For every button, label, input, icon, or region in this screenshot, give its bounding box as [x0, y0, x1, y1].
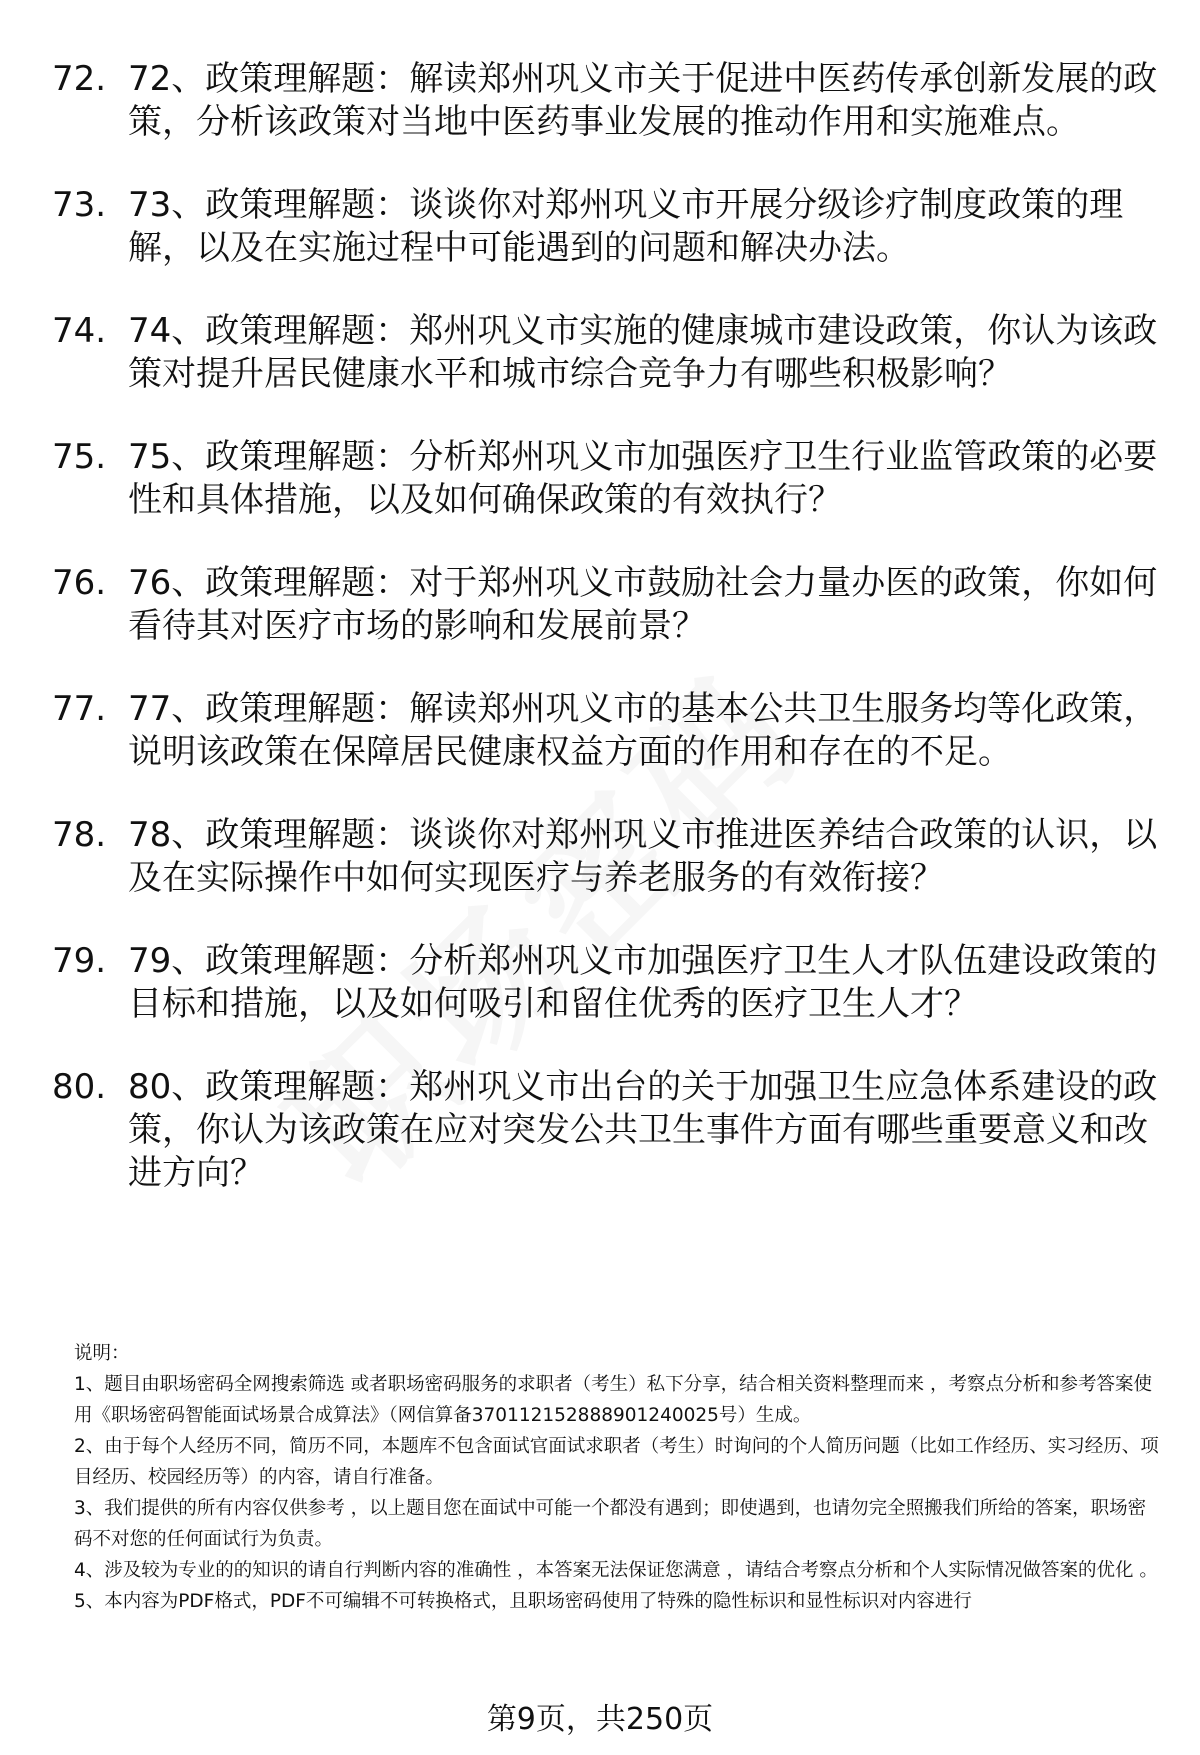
question-text: 76、政策理解题：对于郑州巩义市鼓励社会力量办医的政策，你如何看待其对医疗市场的影响和发展前景？ — [128, 563, 1158, 646]
question-text: 72、政策理解题：解读郑州巩义市关于促进中医药传承创新发展的政策，分析该政策对当地中医药事业发展的推动作用和实施难点。 — [128, 59, 1158, 142]
question-item — [52, 1066, 1162, 1195]
notes-title: 说明： — [74, 1343, 130, 1364]
question-item — [52, 814, 1162, 900]
note-item: 3、我们提供的所有内容仅供参考 ，以上题目您在面试中可能一个都没有遇到；即使遇到，也请勿完全照搬我们所给的答案，职场密码不对您的任何面试行为负责。 — [74, 1498, 1147, 1550]
notes-section — [74, 1338, 1164, 1617]
note-item: 2、由于每个人经历不同，简历不同，本题库不包含面试官面试求职者（考生）时询问的个人简历问题（比如工作经历、实习经历、项目经历、校园经历等）的内容，请自行准备。 — [74, 1436, 1159, 1488]
question-number: 74. — [52, 311, 107, 351]
question-number: 76. — [52, 563, 107, 603]
question-number: 80. — [52, 1067, 107, 1107]
question-item — [52, 688, 1162, 774]
question-item — [52, 436, 1162, 522]
question-item — [52, 940, 1162, 1026]
question-number: 73. — [52, 185, 107, 225]
question-item — [52, 562, 1162, 648]
question-number: 79. — [52, 941, 107, 981]
question-item — [52, 310, 1162, 396]
note-item: 4、涉及较为专业的的知识的请自行判断内容的准确性 ，本答案无法保证您满意 ，请结合考察点分析和个人实际情况做答案的优化 。 — [74, 1560, 1158, 1581]
question-text: 77、政策理解题：解读郑州巩义市的基本公共卫生服务均等化政策，说明该政策在保障居民健康权益方面的作用和存在的不足。 — [128, 689, 1158, 772]
question-text: 75、政策理解题：分析郑州巩义市加强医疗卫生行业监管政策的必要性和具体措施，以及如何确保政策的有效执行？ — [128, 437, 1158, 520]
note-item: 1、题目由职场密码全网搜索筛选 或者职场密码服务的求职者（考生）私下分享，结合相关资料整理而来 ，考察点分析和参考答案使用《职场密码智能面试场景合成算法》（网信算备370112152888901240025号）生成。 — [74, 1374, 1153, 1426]
question-number: 77. — [52, 689, 107, 729]
question-text: 73、政策理解题：谈谈你对郑州巩义市开展分级诊疗制度政策的理解，以及在实施过程中可能遇到的问题和解决办法。 — [128, 185, 1124, 268]
question-number: 78. — [52, 815, 107, 855]
question-number: 75. — [52, 437, 107, 477]
question-text: 79、政策理解题：分析郑州巩义市加强医疗卫生人才队伍建设政策的目标和措施，以及如何吸引和留住优秀的医疗卫生人才？ — [128, 941, 1158, 1024]
question-text: 78、政策理解题：谈谈你对郑州巩义市推进医养结合政策的认识，以及在实际操作中如何实现医疗与养老服务的有效衔接？ — [128, 815, 1158, 898]
question-list — [52, 58, 1162, 1235]
question-number: 72. — [52, 59, 107, 99]
question-text: 74、政策理解题：郑州巩义市实施的健康城市建设政策，你认为该政策对提升居民健康水平和城市综合竞争力有哪些积极影响？ — [128, 311, 1158, 394]
question-text: 80、政策理解题：郑州巩义市出台的关于加强卫生应急体系建设的政策，你认为该政策在应对突发公共卫生事件方面有哪些重要意义和改进方向？ — [128, 1067, 1158, 1193]
question-item — [52, 184, 1162, 270]
page-footer: 第9页，共250页 — [486, 1702, 714, 1737]
question-item — [52, 58, 1162, 144]
note-item: 5、本内容为PDF格式，PDF不可编辑不可转换格式，且职场密码使用了特殊的隐性标识和显性标识对内容进行 — [74, 1591, 972, 1612]
